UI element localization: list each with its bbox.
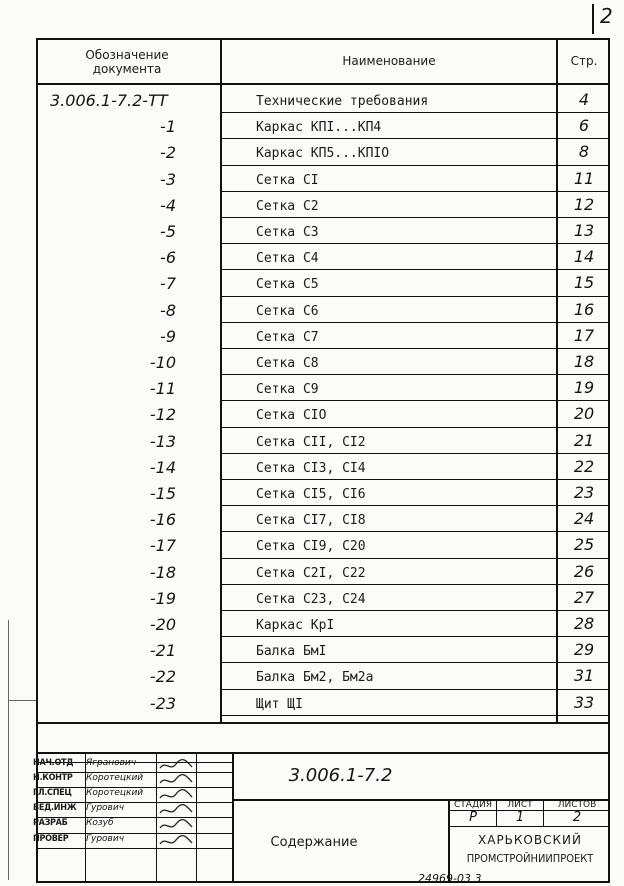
row-page: 15 bbox=[573, 273, 595, 292]
row-name: Балка БмI bbox=[256, 644, 327, 659]
row-code: -23 bbox=[149, 694, 176, 713]
row-page: 25 bbox=[573, 535, 595, 554]
signature-role: ПРОВЕР bbox=[33, 834, 69, 844]
footer-number: 24969-03 3 bbox=[418, 872, 482, 885]
row-name: Сетка С23, С24 bbox=[256, 592, 366, 607]
row-code: -6 bbox=[160, 248, 176, 267]
row-name: Сетка С9 bbox=[256, 382, 319, 397]
signature-name: Ягранович bbox=[86, 758, 137, 768]
row-page: 8 bbox=[578, 142, 590, 161]
row-name: Сетка СI9, С20 bbox=[256, 539, 366, 554]
row-code: -12 bbox=[149, 405, 176, 424]
signature-scribble-icon bbox=[158, 818, 194, 832]
row-code: -1 bbox=[160, 117, 176, 136]
row-code: -19 bbox=[149, 589, 176, 608]
row-page: 28 bbox=[573, 614, 595, 633]
row-name: Сетка СI bbox=[256, 173, 319, 188]
row-code: -9 bbox=[160, 327, 176, 346]
sheets-value: 2 bbox=[572, 810, 582, 825]
signature-name: Гурович bbox=[86, 834, 125, 844]
signature-name: Коротецкий bbox=[86, 773, 144, 783]
row-name: Сетка СII, СI2 bbox=[256, 435, 366, 450]
row-page: 20 bbox=[573, 404, 595, 423]
sheets-label: ЛИСТОВ bbox=[557, 800, 597, 810]
signature-role: РАЗРАБ bbox=[33, 818, 68, 828]
row-name: Каркас КрI bbox=[256, 618, 335, 633]
header-designation: Обозначение документа bbox=[85, 48, 169, 76]
row-page: 19 bbox=[573, 378, 595, 397]
stamp-title: Содержание bbox=[270, 835, 358, 850]
signature-scribble-icon bbox=[158, 773, 194, 787]
signature-scribble-icon bbox=[158, 834, 194, 848]
row-code: -14 bbox=[149, 458, 176, 477]
row-page: 12 bbox=[573, 195, 595, 214]
row-name: Сетка С8 bbox=[256, 356, 319, 371]
row-name: Каркас КПI...КП4 bbox=[256, 120, 382, 135]
row-code: -21 bbox=[149, 641, 176, 660]
row-name: Сетка С2I, С22 bbox=[256, 566, 366, 581]
row-name: Каркас КП5...КПIO bbox=[256, 146, 390, 161]
row-name: Сетка С6 bbox=[256, 304, 319, 319]
row-name: Сетка С5 bbox=[256, 277, 319, 292]
stage-value: Р bbox=[469, 810, 477, 825]
signature-role: Н.КОНТР bbox=[33, 773, 73, 783]
signature-scribble-icon bbox=[158, 788, 194, 802]
row-name: Технические требования bbox=[256, 94, 429, 109]
row-page: 4 bbox=[578, 90, 590, 109]
row-code: -3 bbox=[160, 170, 176, 189]
organization-line-2: ПРОМСТРОЙНИИПРОЕКТ bbox=[466, 852, 594, 865]
row-page: 11 bbox=[573, 169, 595, 188]
row-code: -17 bbox=[149, 536, 176, 555]
header-page: Стр. bbox=[570, 54, 598, 68]
row-name: Сетка СI3, СI4 bbox=[256, 461, 366, 476]
row-code: -11 bbox=[149, 379, 176, 398]
row-code: -7 bbox=[160, 274, 176, 293]
signature-name: Коротецкий bbox=[86, 788, 144, 798]
signature-name: Козуб bbox=[86, 818, 114, 828]
row-code: -5 bbox=[160, 222, 176, 241]
row-page: 27 bbox=[573, 588, 595, 607]
row-name: Сетка С7 bbox=[256, 330, 319, 345]
sheet-number: 2 bbox=[600, 4, 613, 28]
row-code: -4 bbox=[160, 196, 176, 215]
signature-scribble-icon bbox=[158, 803, 194, 817]
row-name: Сетка СIO bbox=[256, 408, 327, 423]
row-code: -13 bbox=[149, 432, 176, 451]
row-page: 26 bbox=[573, 562, 595, 581]
row-code: -20 bbox=[149, 615, 176, 634]
row-name: Сетка С3 bbox=[256, 225, 319, 240]
row-name: Сетка СI5, СI6 bbox=[256, 487, 366, 502]
row-code: -22 bbox=[149, 667, 176, 686]
row-page: 17 bbox=[573, 326, 595, 345]
signature-role: ВЕД.ИНЖ bbox=[33, 803, 77, 813]
organization-line-1: ХАРЬКОВСКИЙ bbox=[478, 833, 582, 847]
sheet-label: ЛИСТ bbox=[507, 800, 533, 810]
row-page: 31 bbox=[573, 666, 595, 685]
signature-scribble-icon bbox=[158, 758, 194, 772]
row-code: -10 bbox=[149, 353, 176, 372]
row-code: -18 bbox=[149, 563, 176, 582]
row-page: 22 bbox=[573, 457, 595, 476]
row-name: Щит ЩI bbox=[256, 697, 303, 712]
stamp-doc-code: 3.006.1-7.2 bbox=[288, 765, 393, 786]
row-page: 14 bbox=[573, 247, 595, 266]
row-page: 18 bbox=[573, 352, 595, 371]
row-page: 29 bbox=[573, 640, 595, 659]
row-name: Балка Бм2, Бм2а bbox=[256, 670, 374, 685]
signature-role: НАЧ.ОТД bbox=[33, 758, 74, 768]
row-page: 13 bbox=[573, 221, 595, 240]
header-name: Наименование bbox=[342, 54, 436, 68]
row-page: 24 bbox=[573, 509, 595, 528]
row-page: 33 bbox=[573, 693, 595, 712]
row-code: -15 bbox=[149, 484, 176, 503]
row-page: 23 bbox=[573, 483, 595, 502]
row-code: 3.006.1-7.2-ТТ bbox=[50, 91, 168, 110]
sheet-value: 1 bbox=[515, 810, 525, 825]
row-page: 6 bbox=[578, 116, 590, 135]
signature-name: Гурович bbox=[86, 803, 125, 813]
row-code: -16 bbox=[149, 510, 176, 529]
row-name: Сетка С4 bbox=[256, 251, 319, 266]
row-page: 21 bbox=[573, 431, 595, 450]
row-name: Сетка С2 bbox=[256, 199, 319, 214]
row-code: -2 bbox=[160, 143, 176, 162]
row-name: Сетка СI7, СI8 bbox=[256, 513, 366, 528]
row-page: 16 bbox=[573, 300, 595, 319]
signature-role: ГЛ.СПЕЦ bbox=[33, 788, 72, 798]
row-code: -8 bbox=[160, 301, 176, 320]
stage-label: СТАДИЯ bbox=[454, 800, 492, 810]
